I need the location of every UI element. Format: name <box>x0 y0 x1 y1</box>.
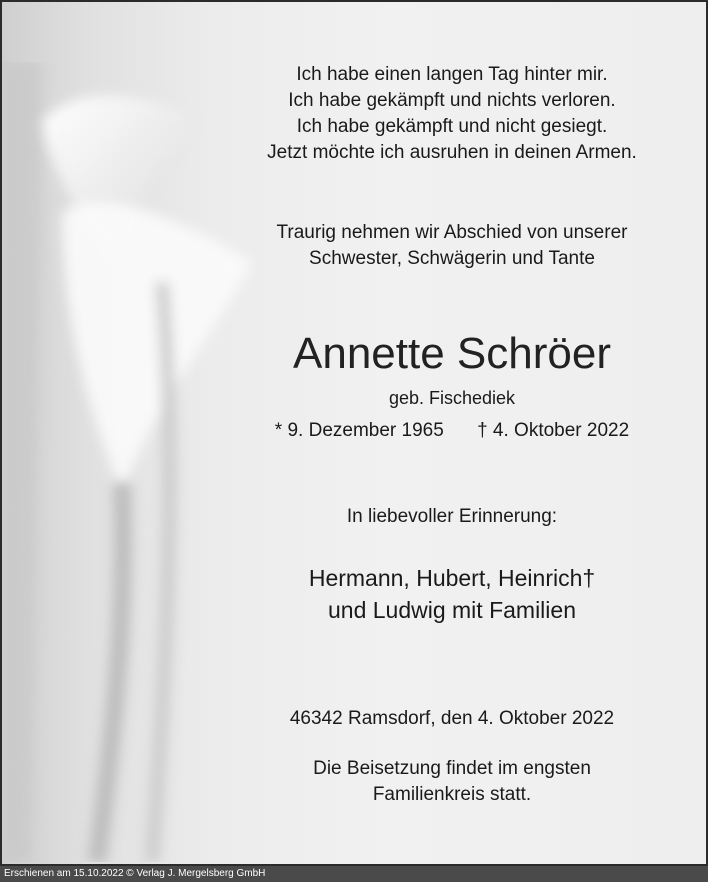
memory-heading: In liebevoller Erinnerung: <box>346 506 558 527</box>
poem-line: Jetzt möchte ich ausruhen in deinen Armen. <box>267 142 637 163</box>
burial-notice <box>202 756 702 808</box>
intro-line: Traurig nehmen wir Abschied von unserer <box>276 222 628 243</box>
birth-date: * 9. Dezember 1965 <box>274 420 444 441</box>
mourners-line: und Ludwig mit Familien <box>327 597 576 623</box>
maiden-name: geb. Fischediek <box>388 388 516 408</box>
life-dates <box>202 418 702 444</box>
poem-line: Ich habe gekämpft und nicht gesiegt. <box>296 116 608 137</box>
poem-line: Ich habe gekämpft und nichts verloren. <box>288 90 616 111</box>
burial-line: Familienkreis statt. <box>372 784 532 805</box>
death-date: † 4. Oktober 2022 <box>477 420 630 441</box>
mourners <box>202 562 702 626</box>
intro-line: Schwester, Schwägerin und Tante <box>309 248 595 269</box>
burial-line: Die Beisetzung findet im engsten <box>313 758 591 779</box>
poem-line: Ich habe einen langen Tag hinter mir. <box>296 64 608 85</box>
publication-footer: Erschienen am 15.10.2022 © Verlag J. Mergelsberg GmbH <box>0 866 708 882</box>
deceased-name: Annette Schröer <box>293 329 611 378</box>
mourners-line: Hermann, Hubert, Heinrich† <box>308 565 596 591</box>
place-date: 46342 Ramsdorf, den 4. Oktober 2022 <box>289 708 615 729</box>
farewell-intro <box>202 220 702 272</box>
poem <box>202 62 702 166</box>
calla-lily-image <box>2 62 302 862</box>
